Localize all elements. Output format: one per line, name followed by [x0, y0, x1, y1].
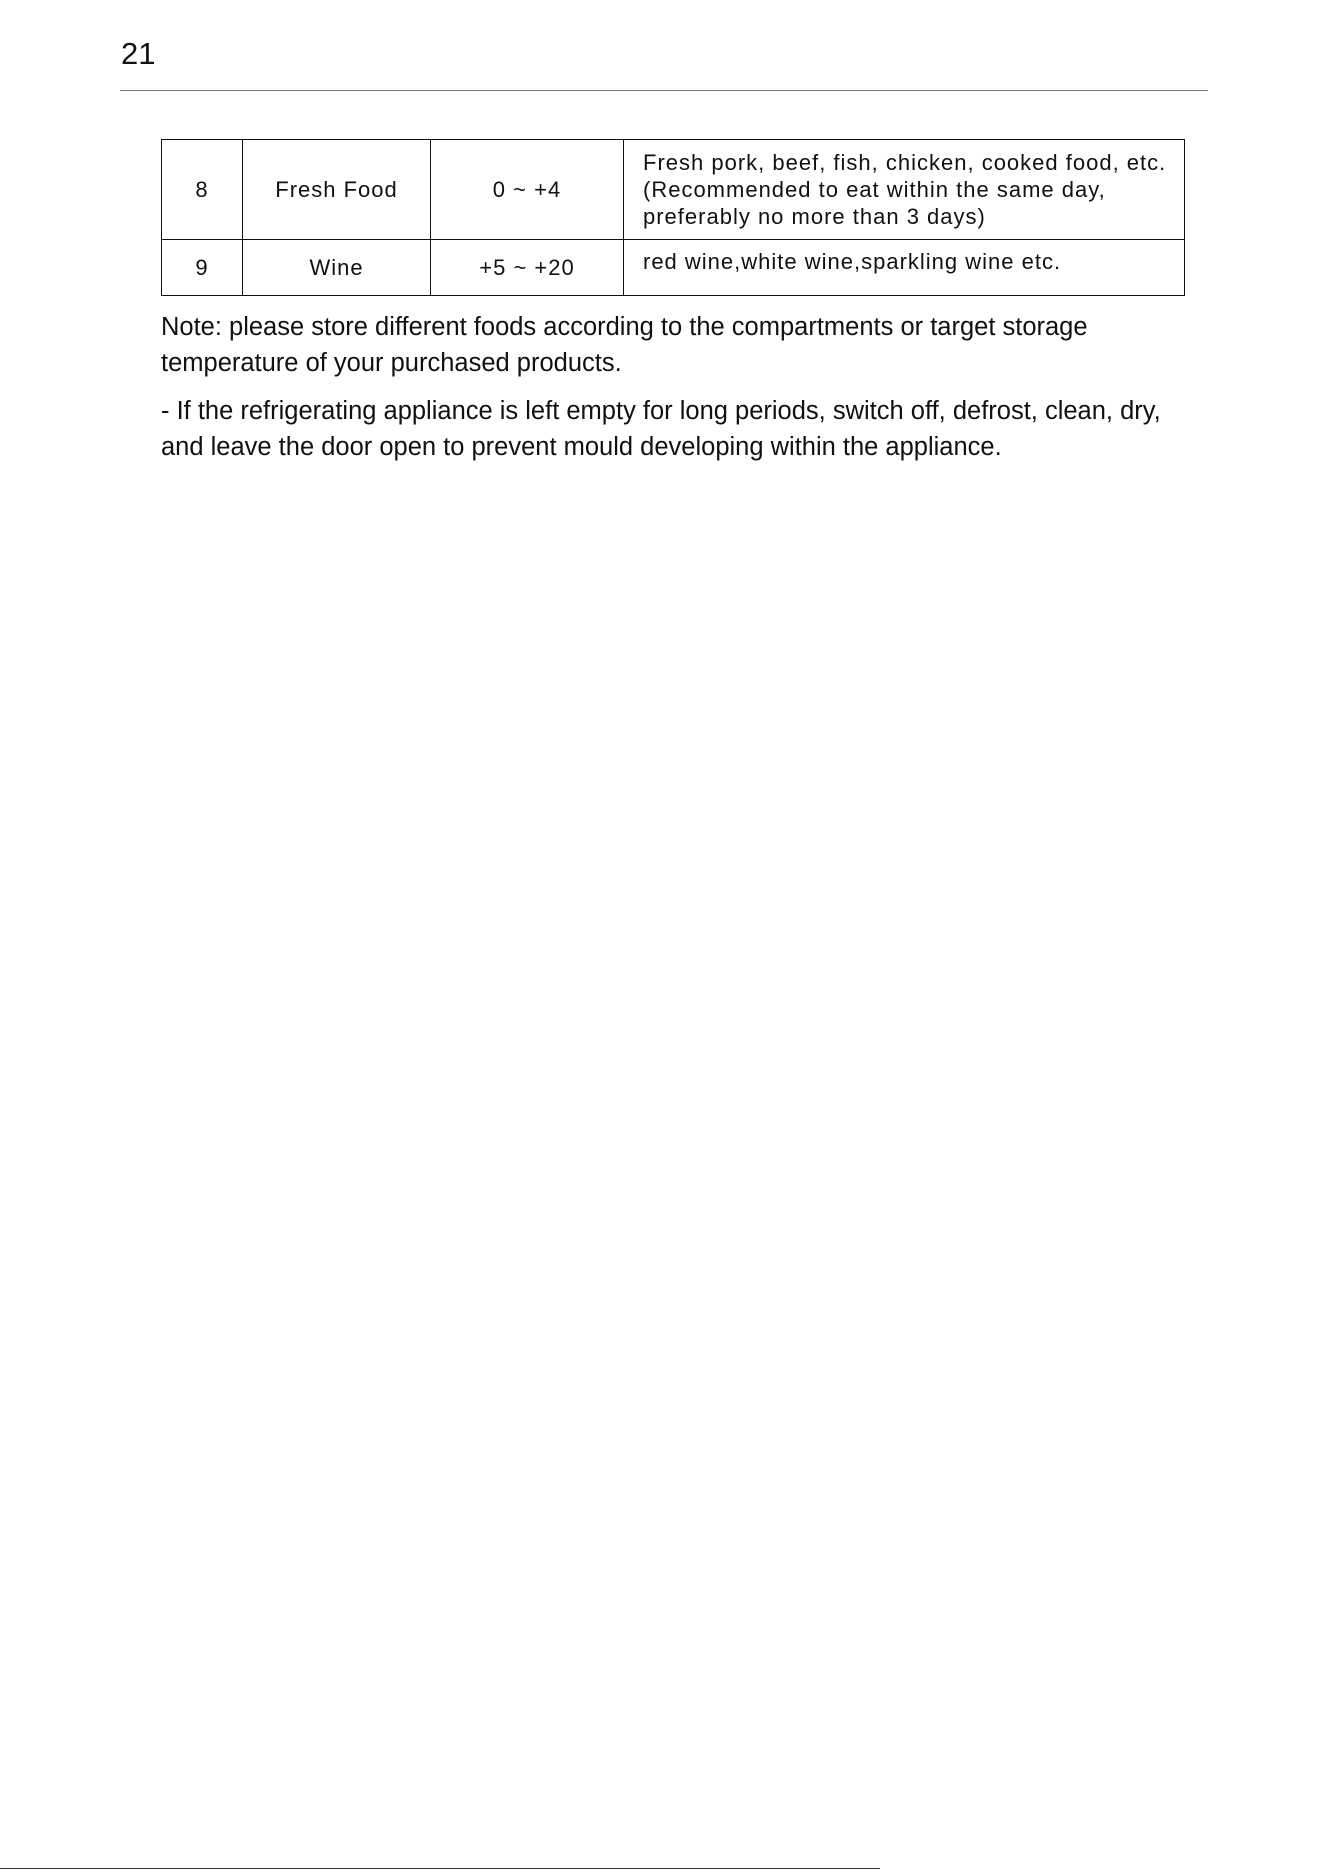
- compartment-name: Wine: [243, 240, 431, 296]
- temperature-range: +5 ~ +20: [431, 240, 624, 296]
- compartment-number: 9: [162, 240, 243, 296]
- header-divider: [120, 90, 1208, 91]
- temperature-range: 0 ~ +4: [431, 140, 624, 240]
- storage-note: Note: please store different foods according to the compartments or target storage temperature of your purchased products.: [161, 313, 1088, 377]
- footer-divider: [0, 1868, 880, 1869]
- table-row: [162, 240, 1185, 296]
- food-description: Fresh pork, beef, fish, chicken, cooked food, etc. (Recommended to eat within the same day, preferably no more than 3 days): [624, 140, 1185, 240]
- page-number: 21: [121, 36, 156, 71]
- compartment-number: 8: [162, 140, 243, 240]
- empty-appliance-note: - If the refrigerating appliance is left empty for long periods, switch off, defrost, clean, dry, and leave the door open to prevent mould developing within the appliance.: [161, 397, 1161, 461]
- table-row: [162, 140, 1185, 240]
- storage-table: [161, 139, 1185, 296]
- food-description: red wine,white wine,sparkling wine etc.: [624, 240, 1185, 296]
- compartment-name: Fresh Food: [243, 140, 431, 240]
